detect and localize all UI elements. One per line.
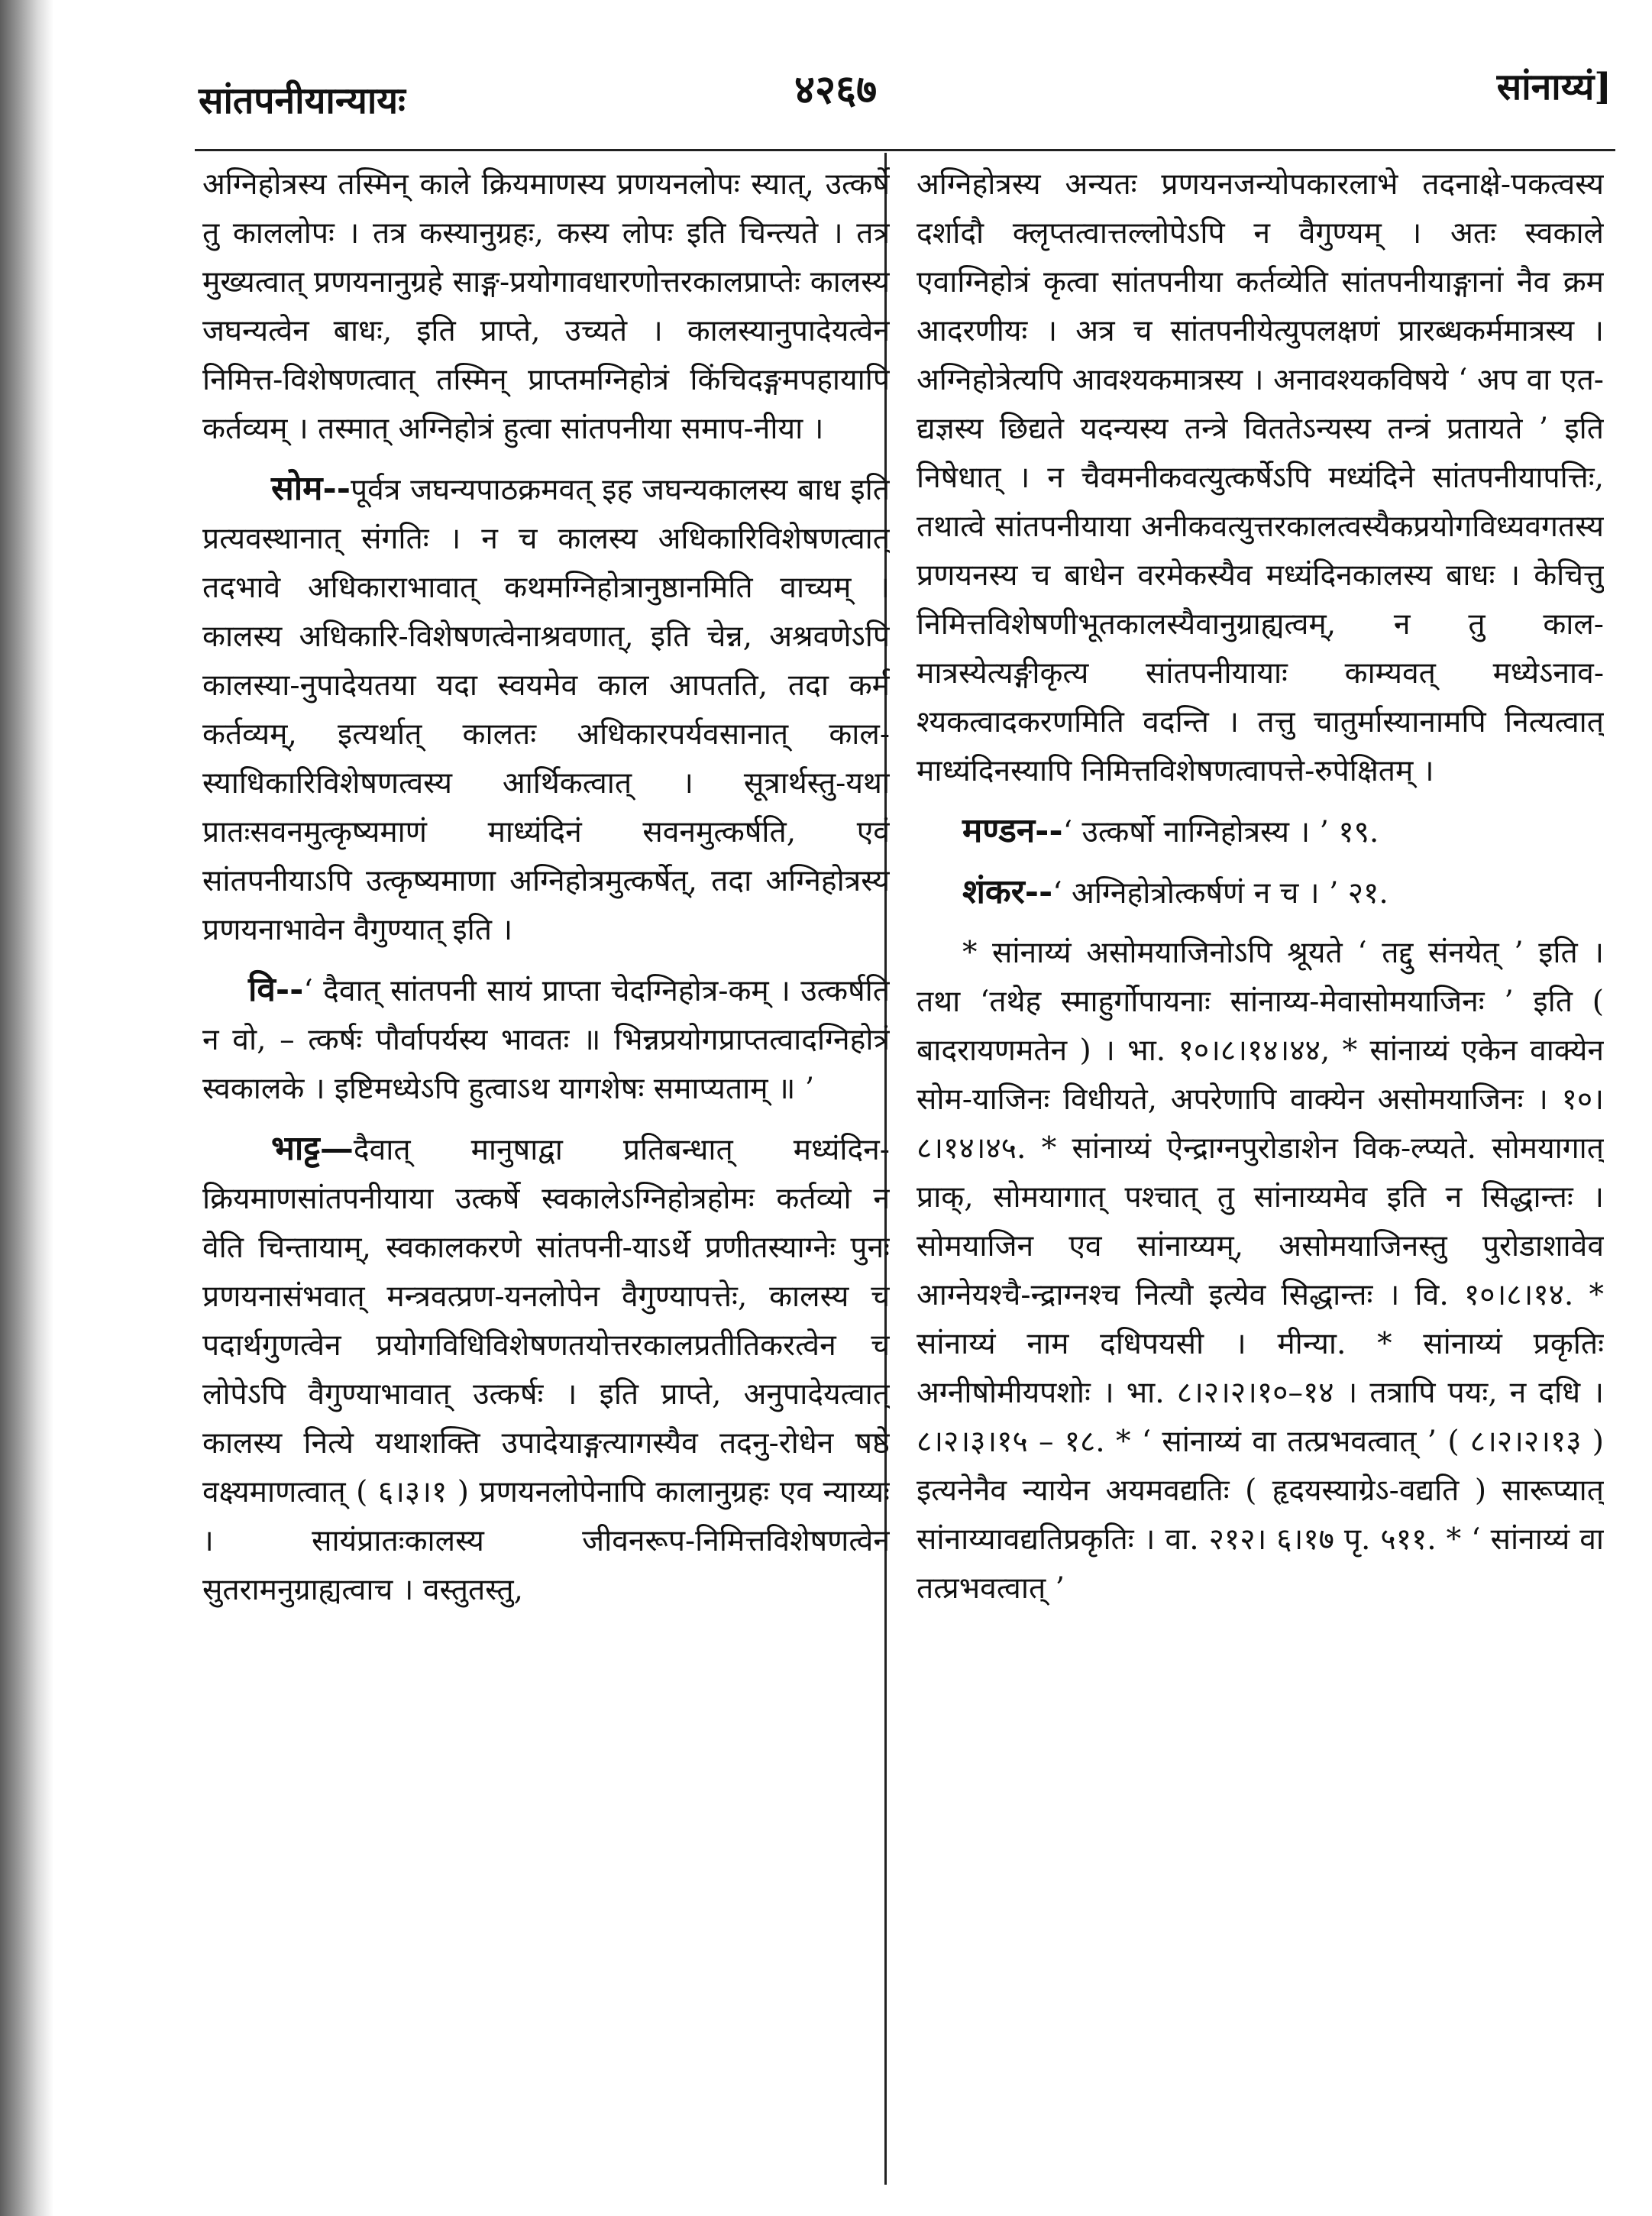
- left-paragraph-soma: [202, 464, 890, 955]
- shankara-label: शंकर--: [962, 872, 1053, 911]
- header-rule: [195, 149, 1615, 151]
- right-paragraph-mandana: [917, 807, 1604, 857]
- scan-edge: [0, 0, 53, 2216]
- left-paragraph-vi: [202, 966, 890, 1114]
- right-column: [917, 160, 1604, 2177]
- mandana-text: ‘ उत्कर्षो नाग्निहोत्रस्य । ’ १९.: [1062, 815, 1379, 849]
- bhatta-label: भाट्ट—: [271, 1129, 354, 1168]
- page-header: [199, 61, 1612, 130]
- running-head-right: सांनाय्यं]: [1496, 66, 1612, 108]
- right-paragraph-1: अग्निहोत्रस्य अन्यतः प्रणयनजन्योपकारलाभे तदनाक्षे-पकत्वस्य दर्शादौ क्लृप्तत्वात्तल्लोपेऽपि न वैगुण्यम् । अतः स्वकाले एवाग्निहोत्रं कृत्वा सांतपनीया कर्तव्येति सांतपनीयाङ्गानां नैव क्रम आदरणीयः । अत्र च सांतपनीयेत्युपलक्षणं प्रारब्धकर्ममात्रस्य । अग्निहोत्रेत्यपि आवश्यकमात्रस्य । अनावश्यकविषये ‘ अप वा एत-द्यज्ञस्य छिद्यते यदन्यस्य तन्त्रे विततेऽन्यस्य तन्त्रं प्रतायते ’ इति निषेधात् । न चैवमनीकवत्युत्कर्षेऽपि मध्यंदिने सांतपनीयापत्तिः, तथात्वे सांतपनीयाया अनीकवत्युत्तरकालत्वस्यैकप्रयोगविध्यवगतस्य प्रणयनस्य च बाधेन वरमेकस्यैव मध्यंदिनकालस्य बाधः । केचित्तु निमित्तविशेषणीभूतकालस्यैवानुग्राह्यत्वम्, न तु काल-मात्रस्येत्यङ्गीकृत्य सांतपनीयायाः काम्यवत् मध्येऽनाव-श्यकत्वादकरणमिति वदन्ति । तत्तु चातुर्मास्यानामपि नित्यत्वात् माध्यंदिनस्यापि निमित्तविशेषणत्वापत्ते-रुपेक्षितम् ।: [917, 167, 1604, 788]
- vi-text: ‘ दैवात् सांतपनी सायं प्राप्ता चेदग्निहोत्र-कम् । उत्कर्षति न वो, – त्कर्षः पौर्वापर्यस्य भावतः ॥ भिन्नप्रयोगप्राप्तत्वादग्निहोत्रं स्वकालके । इष्टिमध्येऽपि हुत्वाऽथ यागशेषः समाप्यताम् ॥ ’: [202, 974, 890, 1106]
- left-paragraph-bhatta: [202, 1124, 890, 1615]
- vi-label: वि--: [248, 970, 304, 1009]
- soma-label: सोम--: [271, 469, 351, 508]
- bhatta-text: दैवात् मानुषाद्वा प्रतिबन्धात् मध्यंदिन-क्रियमाणसांतपनीयाया उत्कर्षे स्वकालेऽग्निहोत्रहोमः कर्तव्यो न वेति चिन्तायाम्, स्वकालकरणे सांतपनी-याऽर्थे प्रणीतस्याग्नेः पुनः प्रणयनासंभवात् मन्त्रवत्प्रण-यनलोपेन वैगुण्यापत्तेः, कालस्य च पदार्थगुणत्वेन प्रयोगविधिविशेषणतयोत्तरकालप्रतीतिकरत्वेन च लोपेऽपि वैगुण्याभावात् उत्कर्षः । इति प्राप्ते, अनुपादेयत्वात् कालस्य नित्ये यथाशक्ति उपादेयाङ्गत्यागस्यैव तदनु-रोधेन षष्ठे वक्ष्यमाणत्वात् ( ६।३।१ ) प्रणयनलोपेनापि कालानुग्रहः एव न्याय्यः । सायंप्रातःकालस्य जीवनरूप-निमित्तविशेषणत्वेन सुतरामनुग्राह्यत्वाच । वस्तुतस्तु,: [202, 1133, 890, 1607]
- page-number: ४२६७: [794, 66, 878, 113]
- soma-text: पूर्वत्र जघन्यपाठक्रमवत् इह जघन्यकालस्य बाध इति प्रत्यवस्थानात् संगतिः । न च कालस्य अधिकारिविशेषणत्वात् तदभावे अधिकाराभावात् कथमग्निहोत्रानुष्ठानमिति वाच्यम् । कालस्य अधिकारि-विशेषणत्वेनाश्रवणात्, इति चेन्न, अश्रवणेऽपि कालस्या-नुपादेयतया यदा स्वयमेव काल आपतति, तदा कर्म कर्तव्यम्, इत्यर्थात् कालतः अधिकारपर्यवसानात् काल-स्याधिकारिविशेषणत्वस्य आर्थिकत्वात् । सूत्रार्थस्तु-यथा प्रातःसवनमुत्कृष्यमाणं माध्यंदिनं सवनमुत्कर्षति, एवं सांतपनीयाऽपि उत्कृष्यमाणा अग्निहोत्रमुत्कर्षेत्, तदा अग्निहोत्रस्य प्रणयनाभावेन वैगुण्यात् इति ।: [202, 473, 890, 947]
- left-column: [202, 160, 890, 2177]
- mandana-label: मण्डन--: [962, 811, 1063, 850]
- right-paragraph-sannayya: * सांनाय्यं असोमयाजिनोऽपि श्रूयते ‘ तद्दु संनयेत् ’ इति । तथा ‘तथेह स्माहुर्गोपायनाः सांनाय्य-मेवासोमयाजिनः ’ इति ( बादरायणमतेन ) । भा. १०।८।१४।४४, * सांनाय्यं एकेन वाक्येन सोम-याजिनः विधीयते, अपरेणापि वाक्येन असोमयाजिनः । १०।८।१४।४५. * सांनाय्यं ऐन्द्राग्नपुरोडाशेन विक-ल्प्यते. सोमयागात् प्राक्, सोमयागात् पश्चात् तु सांनाय्यमेव इति न सिद्धान्तः । सोमयाजिन एव सांनाय्यम्, असोमयाजिनस्तु पुरोडाशावेव आग्नेयश्चै-न्द्राग्नश्च नित्यौ इत्येव सिद्धान्तः । वि. १०।८।१४. * सांनाय्यं नाम दधिपयसी । मीन्या. * सांनाय्यं प्रकृतिः अग्नीषोमीयपशोः । भा. ८।२।२।१०–१४ । तत्रापि पयः, न दधि । ८।२।३।१५ – १८. * ‘ सांनाय्यं वा तत्प्रभवत्वात् ’ ( ८।२।२।१३ ) इत्यनेनैव न्यायेन अयमवद्यतिः ( हृदयस्याग्रेऽ-वद्यति ) सारूप्यात् सांनाय्यावद्यतिप्रकृतिः । वा. २१२। ६।१७ पृ. ५११. * ‘ सांनाय्यं वा तत्प्रभवत्वात् ’: [917, 936, 1604, 1606]
- shankara-text: ‘ अग्निहोत्रोत्कर्षणं न च । ’ २१.: [1052, 876, 1389, 911]
- right-paragraph-shankara: [917, 868, 1604, 918]
- running-head-left: सांतपनीयान्यायः: [199, 79, 406, 122]
- left-paragraph-1: अग्निहोत्रस्य तस्मिन् काले क्रियमाणस्य प्रणयनलोपः स्यात्, उत्कर्षे तु काललोपः । तत्र कस्यानुग्रहः, कस्य लोपः इति चिन्त्यते । तत्र मुख्यत्वात् प्रणयनानुग्रहे साङ्ग-प्रयोगावधारणोत्तरकालप्राप्तेः कालस्य जघन्यत्वेन बाधः, इति प्राप्ते, उच्यते । कालस्यानुपादेयत्वेन निमित्त-विशेषणत्वात् तस्मिन् प्राप्तमग्निहोत्रं किंचिदङ्गमपहायापि कर्तव्यम् । तस्मात् अग्निहोत्रं हुत्वा सांतपनीया समाप-नीया ।: [202, 167, 890, 446]
